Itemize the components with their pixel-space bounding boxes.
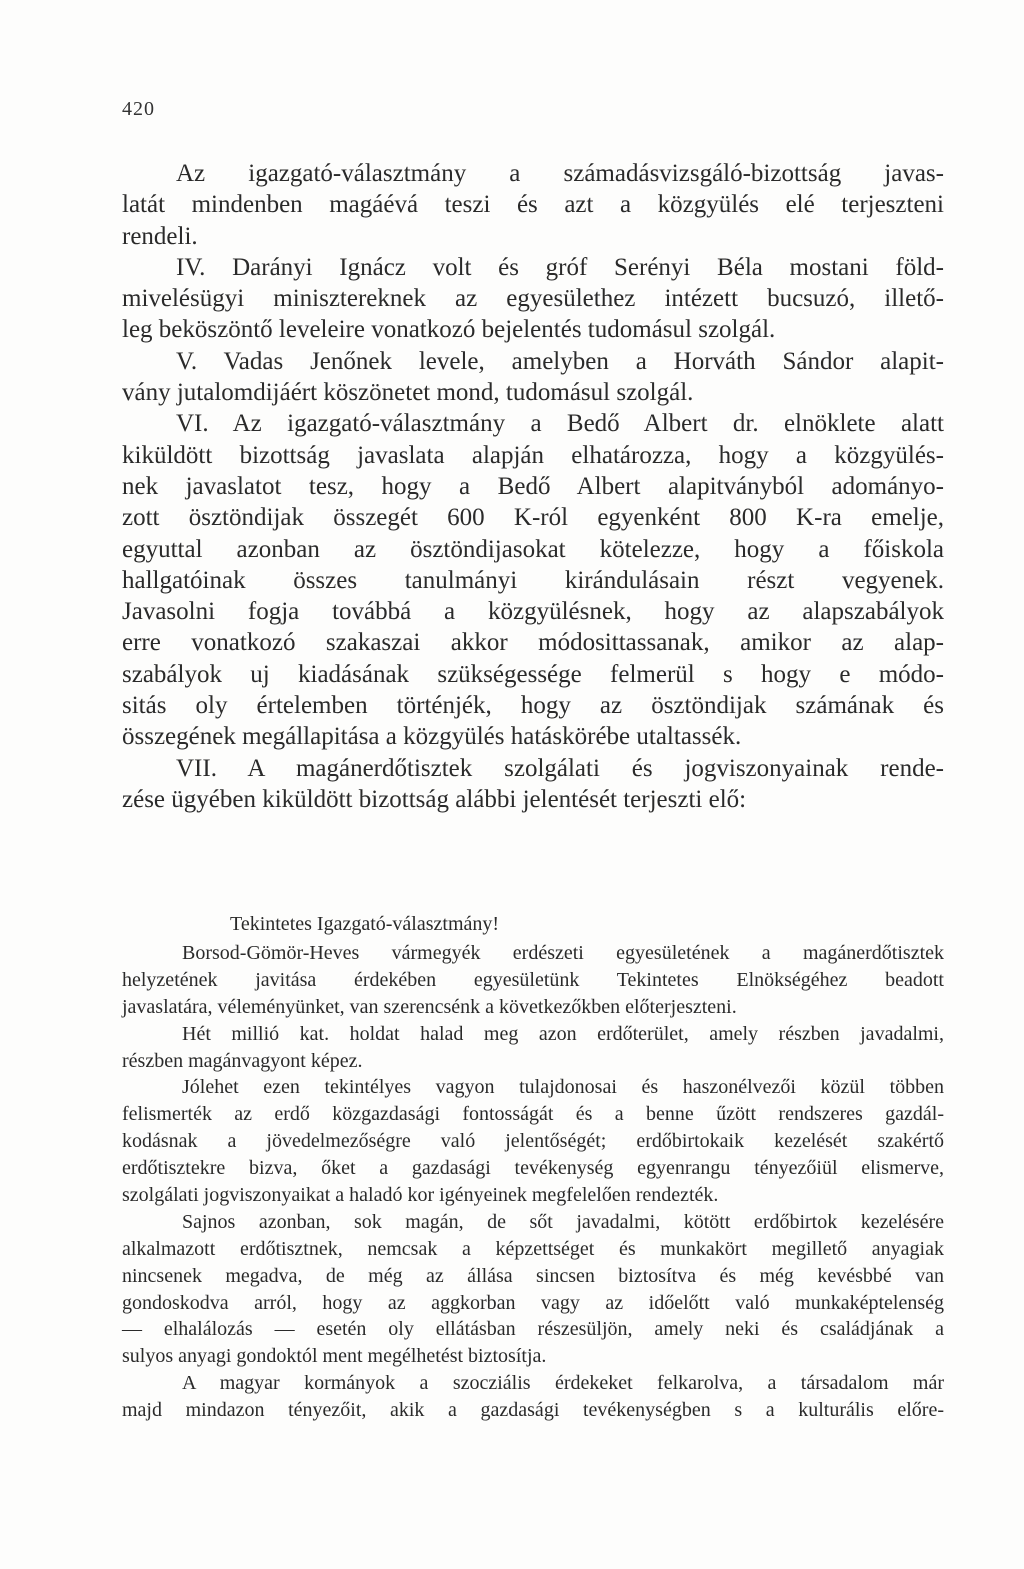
report-line: Hét millió kat. holdat halad meg azon erdőterület, amely részben javadalmi, (182, 1022, 944, 1045)
report-line: szolgálati jogviszonyaikat a haladó kor igényeinek megfelelően rendezték. (122, 1184, 719, 1207)
report-line: A magyar kormányok a szocziális érdekeket felkarolva, a társadalom már (182, 1372, 944, 1395)
paragraph-line: kiküldött bizottság javaslata alapján elhatározza, hogy a közgyülés- (122, 441, 944, 469)
paragraph-line: szabályok uj kiadásának szükségessége felmerül s hogy e módo- (122, 660, 944, 688)
paragraph-line: V. Vadas Jenőnek levele, amelyben a Horváth Sándor alapit- (176, 347, 944, 375)
paragraph-line: VI. Az igazgató-választmány a Bedő Albert dr. elnöklete alatt (176, 410, 944, 438)
report-line: javaslatára, véleményünket, van szerencsénk a következőkben előterjeszteni. (122, 995, 737, 1018)
quoted-report (122, 910, 944, 1424)
paragraph-line: összegének megállapitása a közgyülés hatáskörébe utaltassék. (122, 723, 742, 751)
report-line: alkalmazott erdőtisztnek, nemcsak a képzettséget és munkakört megillető anyagiak (122, 1237, 944, 1260)
report-line: majd mindazon tényezőit, akik a gazdasági tevékenységben s a kulturális előre- (122, 1399, 944, 1422)
report-line: gondoskodva arról, hogy az aggkorban vagy az időelőtt való munkaképtelenség (122, 1291, 944, 1314)
report-salutation: Tekintetes Igazgató-választmány! (230, 913, 500, 935)
paragraph-line: mivelésügyi minisztereknek az egyesülethez intézett bucsuzó, illető- (122, 285, 944, 313)
paragraph-line: egyuttal azonban az ösztöndijasokat kötelezze, hogy a főiskola (122, 535, 944, 563)
paragraph-line: hallgatóinak összes tanulmányi kirándulásain részt vegyenek. (122, 566, 944, 594)
paragraph-line: zése ügyében kiküldött bizottság alábbi jelentését terjeszti elő: (122, 785, 747, 813)
report-line: helyzetének javitása érdekében egyesületünk Tekintetes Elnökségéhez beadott (122, 968, 944, 991)
paragraph-line: VII. A magánerdőtisztek szolgálati és jogviszonyainak rende- (176, 754, 944, 782)
paragraph-line: zott ösztöndijak összegét 600 K-ról egyenként 800 K-ra emelje, (122, 504, 944, 532)
report-line: sulyos anyagi gondoktól ment megélhetést biztosítja. (122, 1345, 547, 1368)
report-line: nincsenek megadva, de még az állása sincsen biztosítva és még kevésbbé van (122, 1264, 944, 1287)
paragraph-line: vány jutalomdijáért köszönetet mond, tudomásul szolgál. (122, 379, 694, 407)
main-body-text (122, 158, 944, 815)
report-line: Borsod-Gömör-Heves vármegyék erdészeti egyesületének a magánerdőtisztek (182, 942, 944, 964)
paragraph-line: Javasolni fogja továbbá a közgyülésnek, hogy az alapszabályok (122, 598, 944, 626)
page-number: 420 (122, 98, 155, 120)
paragraph-line: nek javaslatot tesz, hogy a Bedő Albert alapitványból adományo- (122, 472, 944, 500)
paragraph-line: sitás oly értelemben történjék, hogy az ösztöndijak számának és (122, 692, 944, 720)
report-line: erdőtisztekre bizva, őket a gazdasági tevékenység egyenrangu tényezőiül elismerve, (122, 1157, 944, 1180)
paragraph-line: erre vonatkozó szakaszai akkor módosittassanak, amikor az alap- (122, 629, 944, 657)
report-line: Sajnos azonban, sok magán, de sőt javadalmi, kötött erdőbirtok kezelésére (182, 1210, 944, 1233)
paragraph-line: latát mindenben magáévá teszi és azt a közgyülés elé terjeszteni (122, 191, 944, 219)
paragraph-line: leg beköszöntő leveleire vonatkozó bejelentés tudomásul szolgál. (122, 316, 776, 344)
report-line: részben magánvagyont képez. (122, 1049, 363, 1072)
report-line: — elhalálozás — esetén oly ellátásban részesüljön, amely neki és családjának a (122, 1318, 944, 1341)
report-line: felismerték az erdő közgazdasági fontosságát és a benne űzött rendszeres gazdál- (122, 1103, 944, 1126)
paragraph-line: rendeli. (122, 222, 198, 250)
paragraph-line: Az igazgató-választmány a számadásvizsgáló-bizottság javas- (176, 160, 944, 187)
report-line: Jólehet ezen tekintélyes vagyon tulajdonosai és haszonélvezői közül többen (182, 1076, 944, 1099)
report-line: kodásnak a jövedelmezőségre való jelentőségét; erdőbirtokaik kezelését szakértő (122, 1130, 944, 1153)
paragraph-line: IV. Darányi Ignácz volt és gróf Serényi Béla mostani föld- (176, 253, 944, 281)
